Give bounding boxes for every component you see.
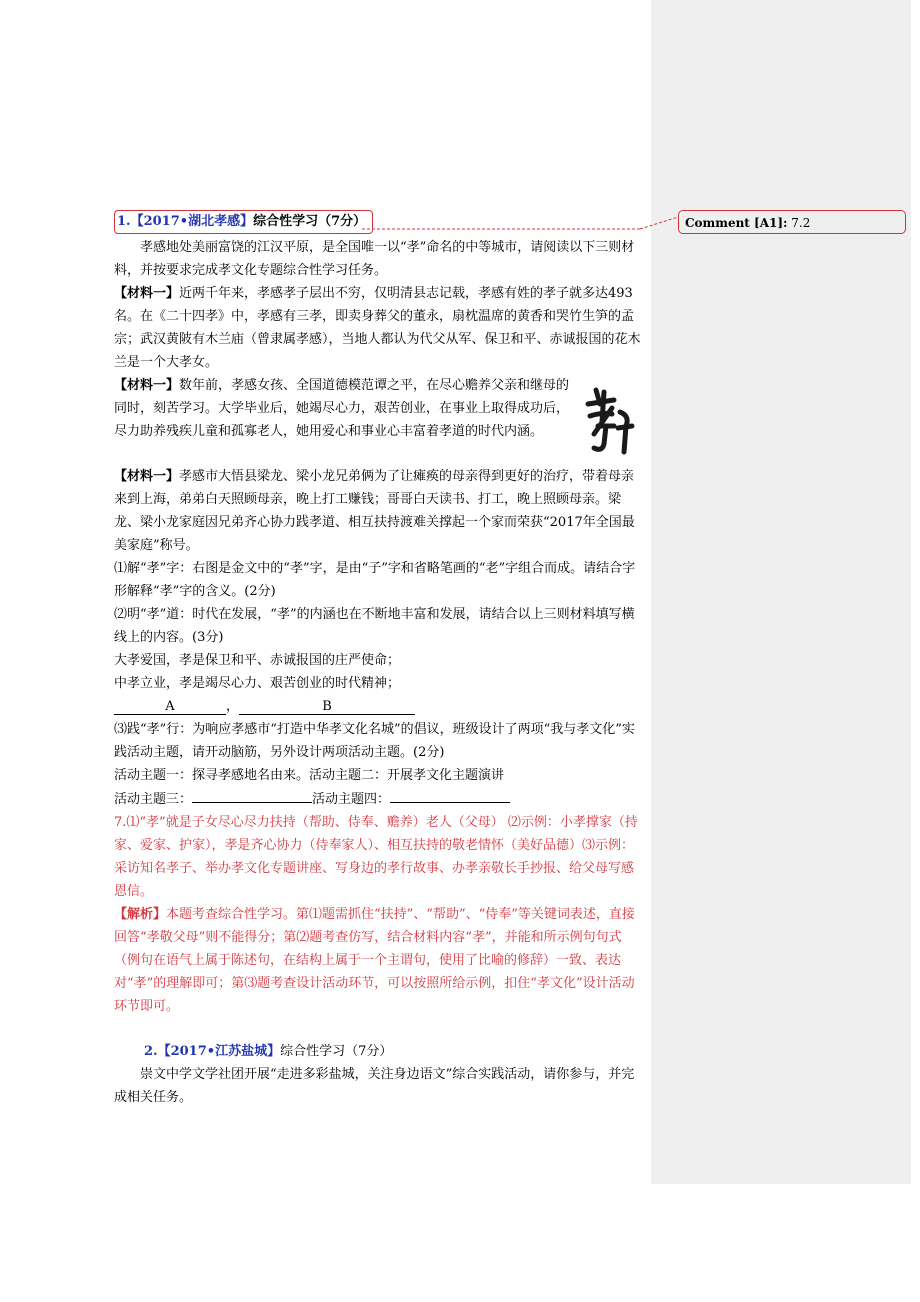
q1-heading	[114, 208, 644, 236]
sub-question-1: ⑴解“孝”字：右图是金文中的“孝”字，是由“子”字和省略笔画的“老”字组合而成。请结合字形解释“孝”字的含义。(2分)	[114, 561, 636, 599]
q1-title: 综合性学习（7分）	[253, 214, 367, 229]
material-2	[114, 374, 644, 443]
comment-label: Comment [A1]:	[685, 216, 788, 230]
blank-a[interactable]: A	[114, 699, 226, 715]
q1-number: 1.	[117, 214, 131, 229]
q1-intro: 孝感地处美丽富饶的江汉平原，是全国唯一以“孝”命名的中等城市，请阅读以下三则材料，并按要求完成孝文化专题综合性学习任务。	[114, 240, 635, 278]
document-page	[114, 208, 644, 1109]
analysis	[114, 903, 644, 1018]
analysis-text: 本题考查综合性学习。第⑴题需抓住“扶持”、“帮助”、“侍奉”等关键词表述，直接回答“孝敬父母”则不能得分；第⑵题考查仿写，结合材料内容“孝”，并能和所示例句句式（例句在语气上属于陈述句，在结构上属于一个主谓句，使用了比喻的修辞）一致、表达对“孝”的理解即可；第⑶题考查设计活动环节，可以按照所给示例，扣住“孝文化”设计活动环节即可。	[114, 907, 635, 1014]
material-2-text: 数年前，孝感女孩、全国道德模范谭之平，在尽心赡养父亲和继母的同时，刻苦学习。大学毕业后，她竭尽心力，艰苦创业，在事业上取得成功后，尽力助养残疾儿童和孤寡老人，她用爱心和事业心丰富着孝道的时代内涵。	[114, 378, 570, 439]
sub-question-2: ⑵明“孝”道：时代在发展，“孝”的内涵也在不断地丰富和发展，请结合以上三则材料填写横线上的内容。(3分)	[114, 607, 635, 645]
material-1-label: 【材料一】	[114, 286, 180, 301]
sub-question-3: ⑶践“孝”行：为响应孝感市“打造中华孝文化名城”的倡议，班级设计了两项“我与孝文化”实践活动主题，请开动脑筋，另外设计两项活动主题。(2分)	[114, 722, 635, 760]
example-line-1: 大孝爱国，孝是保卫和平、赤诚报国的庄严使命；	[114, 653, 401, 668]
q2-intro: 崇文中学文学社团开展“走进多彩盐城，关注身边语文”综合实践活动，请你参与，并完成相关任务。	[114, 1067, 635, 1105]
comment-balloon[interactable]	[678, 210, 906, 234]
blank-b[interactable]: B	[239, 699, 415, 715]
example-line-2: 中孝立业，孝是竭尽心力、艰苦创业的时代精神；	[114, 676, 401, 691]
answer-text: 7.⑴“孝”就是子女尽心尽力扶持（帮助、侍奉、赡养）老人（父母） ⑵示例：小孝撑家（持家、爱家、护家），孝是齐心协力（侍奉家人）、相互扶持的敬老情怀（美好品德）⑶示例：采访知名孝子、举办孝文化专题讲座、写身边的孝行故事、办孝亲敬长手抄报、给父母写感恩信。	[114, 815, 638, 899]
fill-in-line	[114, 695, 644, 718]
comment-value: 7.2	[787, 216, 811, 230]
q2-heading	[114, 1040, 644, 1063]
activity-4-label: 活动主题四：	[312, 792, 391, 807]
jinwen-xiao-glyph-image	[580, 382, 638, 458]
material-2-label: 【材料一】	[114, 378, 180, 393]
q2-title: 综合性学习（7分）	[280, 1044, 393, 1059]
activity-themes-3-4	[114, 787, 644, 811]
activity-3-blank[interactable]	[192, 787, 312, 803]
q2-number: 2.	[144, 1044, 158, 1059]
activity-3-label: 活动主题三：	[114, 792, 193, 807]
material-3-label: 【材料一】	[114, 469, 180, 484]
activity-themes-1-2: 活动主题一：探寻孝感地名由来。活动主题二：开展孝文化主题演讲	[114, 768, 505, 783]
fill-comma: ，	[226, 699, 240, 714]
material-3-text: 孝感市大悟县梁龙、梁小龙兄弟俩为了让瘫痪的母亲得到更好的治疗，带着母亲来到上海，弟弟白天照顾母亲，晚上打工赚钱；哥哥白天读书、打工，晚上照顾母亲。梁龙、梁小龙家庭因兄弟齐心协力践孝道、相互扶持渡难关撑起一个家而荣获“2017年全国最美家庭”称号。	[114, 469, 635, 553]
material-3	[114, 465, 644, 557]
q1-source: 【2017•湖北孝感】	[130, 214, 254, 229]
material-2-block	[114, 374, 644, 443]
material-1	[114, 282, 644, 374]
analysis-label: 【解析】	[114, 907, 167, 922]
activity-4-blank[interactable]	[390, 787, 510, 803]
comment-margin-pane	[651, 0, 911, 1184]
q1-heading-box[interactable]	[114, 210, 373, 234]
material-1-text: 近两千年来，孝感孝子层出不穷，仅明清县志记载，孝感有姓的孝子就多达493名。在《二十四孝》中，孝感有三孝，即卖身葬父的董永，扇枕温席的黄香和哭竹生笋的孟宗；武汉黄陂有木兰庙（曾隶属孝感），当地人都认为代父从军、保卫和平、赤诚报国的花木兰是一个大孝女。	[114, 286, 641, 370]
q2-source: 【2017•江苏盐城】	[157, 1044, 281, 1059]
